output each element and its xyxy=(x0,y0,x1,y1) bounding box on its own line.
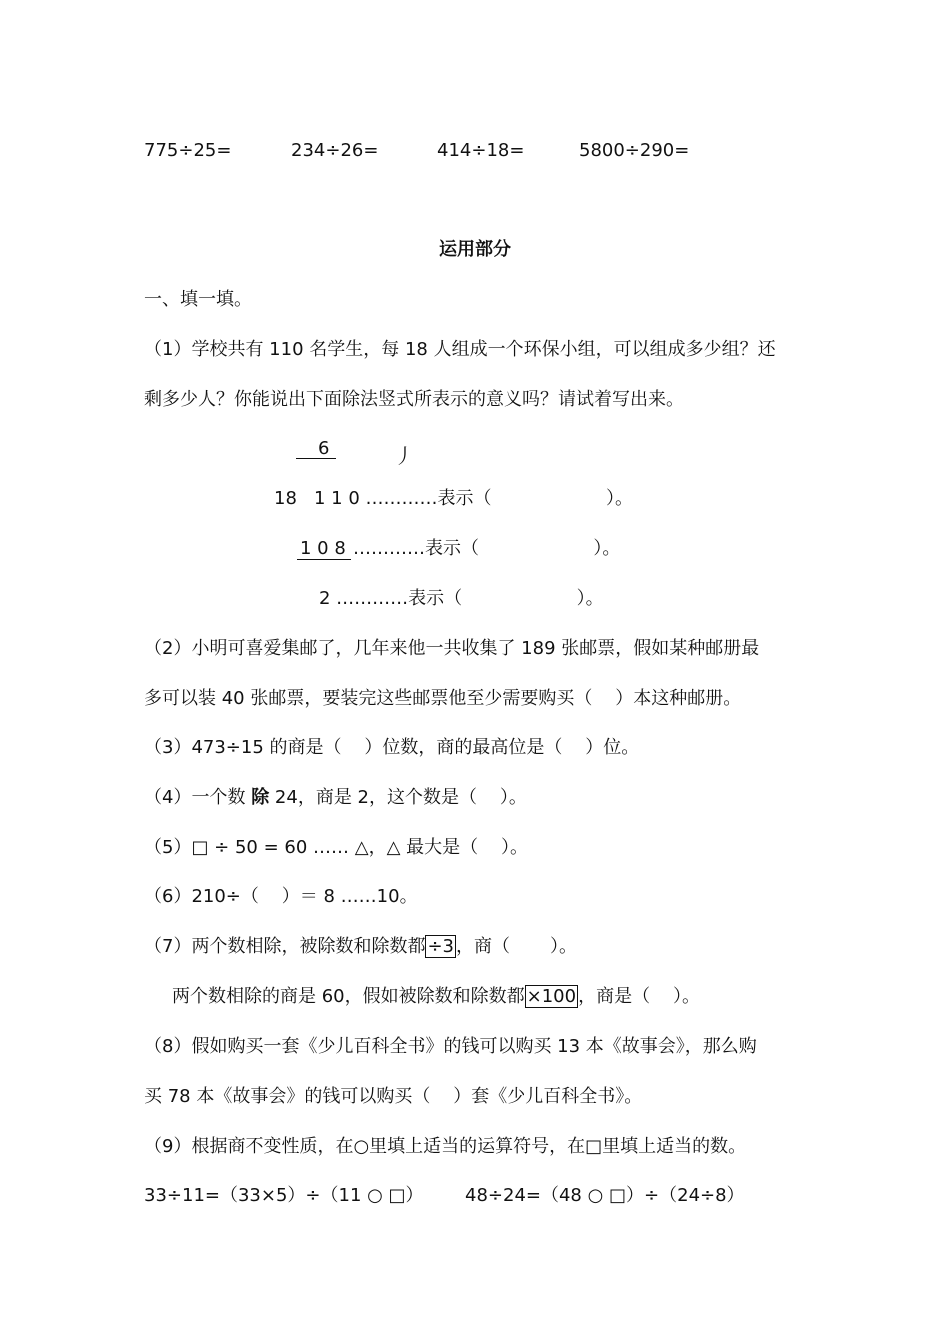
division-bracket-mark: 丿 xyxy=(394,444,414,468)
calc-item-2: 234÷26= xyxy=(291,140,379,161)
q4-suffix: 24，商是 2，这个数是（ ）。 xyxy=(269,787,527,808)
long-division-product: 1 0 8 xyxy=(300,538,346,559)
calc-item-4: 5800÷290= xyxy=(579,140,690,161)
q2-line2: 多可以装 40 张邮票，要装完这些邮票他至少需要购买（ ）本这种邮册。 xyxy=(144,688,742,709)
q8-line1: （8）假如购买一套《少儿百科全书》的钱可以购买 13 本《故事会》，那么购 xyxy=(144,1036,757,1057)
q9-line1: （9）根据商不变性质，在○里填上适当的运算符号，在□里填上适当的数。 xyxy=(144,1136,747,1157)
section-title: 运用部分 xyxy=(439,239,511,260)
long-division-divisor: 18 xyxy=(274,488,297,509)
long-division-product-meaning: …………表示（ ）。 xyxy=(353,538,621,559)
quotient-underline xyxy=(296,458,336,459)
q7-line1 xyxy=(144,935,577,959)
q7-line2 xyxy=(172,985,700,1009)
q7-line2-boxed-operation: ×100 xyxy=(526,986,577,1007)
calc-item-3: 414÷18= xyxy=(437,140,525,161)
q4 xyxy=(144,786,527,810)
q1-line1: （1）学校共有 110 名学生，每 18 人组成一个环保小组，可以组成多少组？还 xyxy=(144,339,776,360)
q7-line2-prefix: 两个数相除的商是 60，假如被除数和除数都 xyxy=(172,986,525,1007)
q7-line2-suffix: ，商是（ ）。 xyxy=(578,986,700,1007)
q6: （6）210÷（ ）＝ 8 ……10。 xyxy=(144,886,418,907)
q9-expression-2: 48÷24=（48 ○ □）÷（24÷8） xyxy=(465,1185,745,1206)
q9-expression-1: 33÷11=（33×5）÷（11 ○ □） xyxy=(144,1185,424,1206)
q7-prefix: （7）两个数相除，被除数和除数都 xyxy=(144,936,426,957)
q7-boxed-operation: ÷3 xyxy=(427,936,454,957)
q5: （5）□ ÷ 50 = 60 …… △，△ 最大是（ ）。 xyxy=(144,837,529,858)
long-division-dividend-row: 1 1 0 …………表示（ ）。 xyxy=(314,488,633,509)
calc-item-1: 775÷25= xyxy=(144,140,232,161)
q4-prefix: （4）一个数 xyxy=(144,787,252,808)
long-division-remainder-row: 2 …………表示（ ）。 xyxy=(319,588,604,609)
q3: （3）473÷15 的商是（ ）位数，商的最高位是（ ）位。 xyxy=(144,737,640,758)
part-heading: 一、填一填。 xyxy=(144,289,252,310)
q1-line2: 剩多少人？你能说出下面除法竖式所表示的意义吗？请试着写出来。 xyxy=(144,389,684,410)
long-division-quotient: 6 xyxy=(318,438,330,459)
q2-line1: （2）小明可喜爱集邮了，几年来他一共收集了 189 张邮票，假如某种邮册最 xyxy=(144,638,760,659)
q4-bold-word: 除 xyxy=(251,787,270,808)
q8-line2: 买 78 本《故事会》的钱可以购买（ ）套《少儿百科全书》。 xyxy=(144,1086,643,1107)
product-underline xyxy=(297,559,351,560)
q7-suffix: ，商（ ）。 xyxy=(456,936,578,957)
